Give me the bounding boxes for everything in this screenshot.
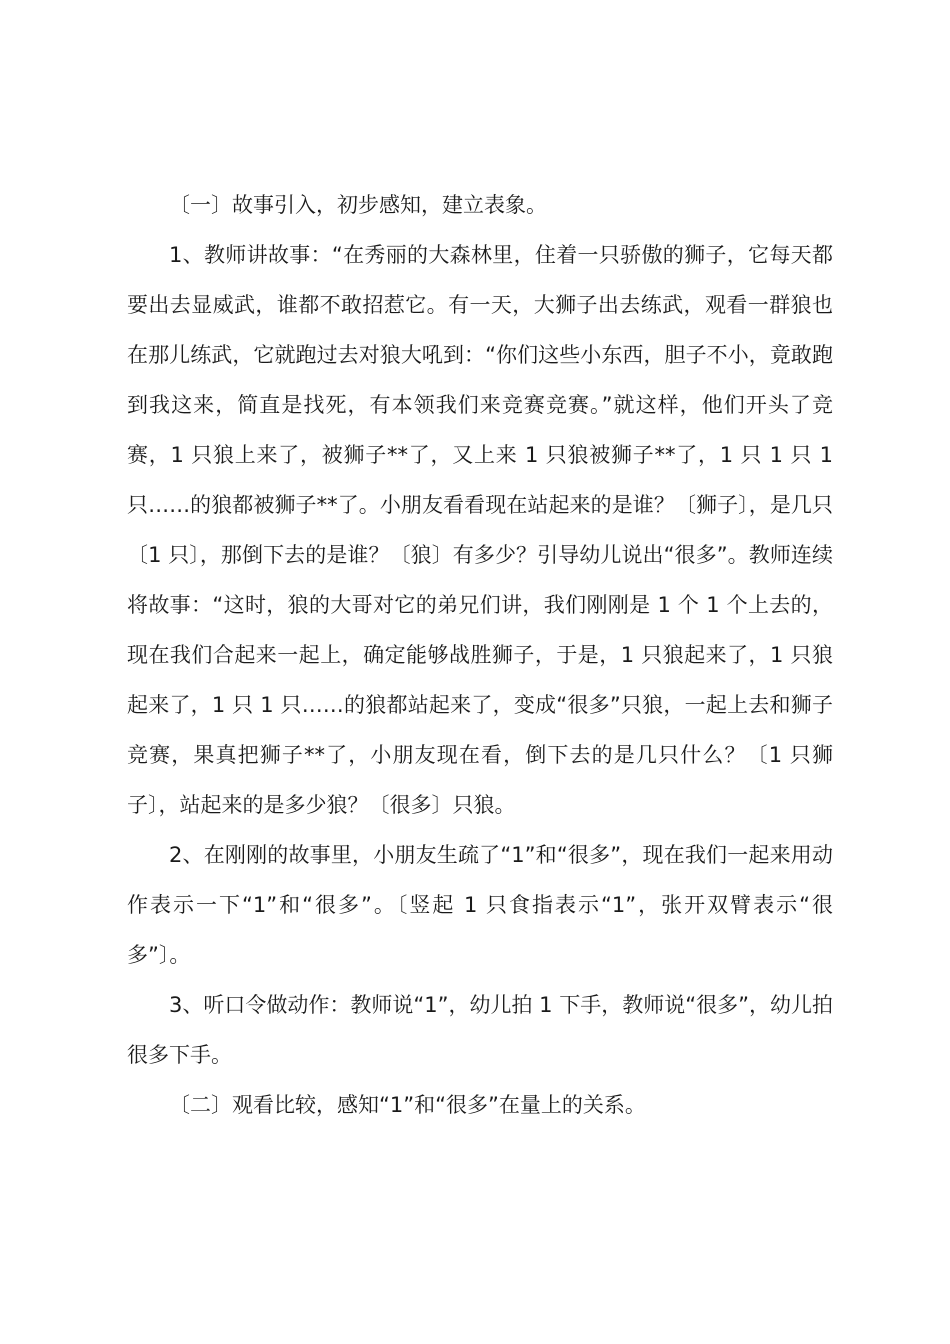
paragraph-actions: 2、在刚刚的故事里，小朋友生疏了“1”和“很多”，现在我们一起来用动作表示一下“1”和“很多”。〔竖起 1 只食指表示“1”，张开双臂表示“很多”〕。: [127, 843, 833, 967]
paragraph-story: 1、教师讲故事：“在秀丽的大森林里，住着一只骄傲的狮子，它每天都要出去显威武，谁都不敢招惹它。有一天，大狮子出去练武，观看一群狼也在那儿练武，它就跑过去对狼大吼到：“你们这些小东西，胆子不小，竟敢跑到我这来，简直是找死，有本领我们来竞赛竞赛。”就这样，他们开头了竞赛，1 只狼上来了，被狮子**了，又上来 1 只狼被狮子**了，1 只 1 只 1 只……的狼都被狮子**了。小朋友看看现在站起来的是谁？〔狮子〕，是几只〔1 只〕，那倒下去的是谁？〔狼〕有多少？引导幼儿说出“很多”。教师连续将故事：“这时，狼的大哥对它的弟兄们讲，我们刚刚是 1 个 1 个上去的，现在我们合起来一起上，确定能够战胜狮子，于是，1 只狼起来了，1 只狼起来了，1 只 1 只……的狼都站起来了，变成“很多”只狼，一起上去和狮子竞赛，果真把狮子**了，小朋友现在看，倒下去的是几只什么？〔1 只狮子〕，站起来的是多少狼？〔很多〕只狼。: [127, 243, 833, 817]
paragraph-commands: 3、听口令做动作：教师说“1”，幼儿拍 1 下手，教师说“很多”，幼儿拍很多下手。: [127, 993, 833, 1067]
document-body: [127, 180, 833, 1130]
section-heading-1: 〔一〕故事引入，初步感知，建立表象。: [169, 193, 547, 217]
section-heading-2: 〔二〕观看比较，感知“1”和“很多”在量上的关系。: [169, 1093, 646, 1117]
